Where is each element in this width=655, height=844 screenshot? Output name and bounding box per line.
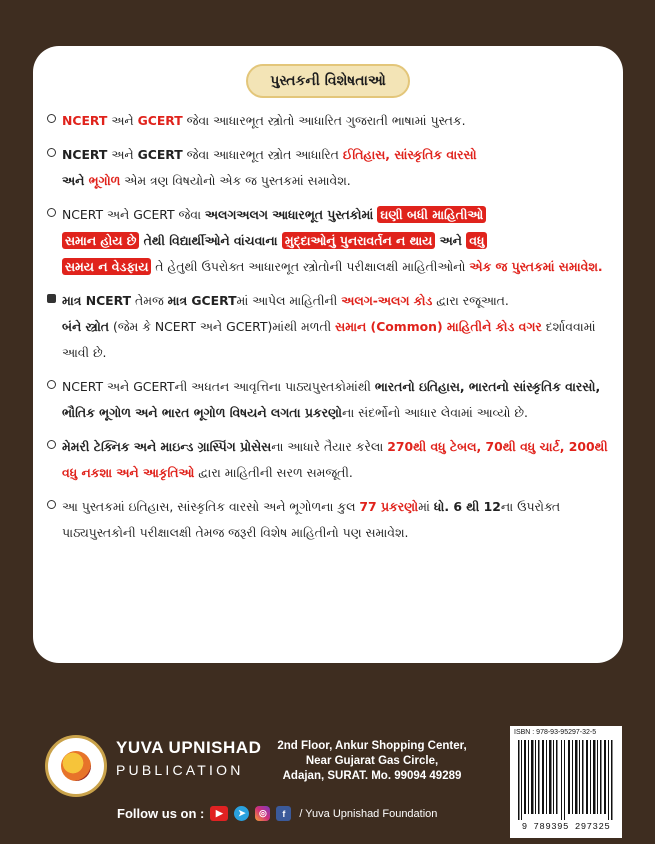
text-plain: NCERT અને GCERT જેવા: [62, 207, 205, 222]
feature-item-6: [47, 434, 609, 486]
text-highlight: એક જ પુસ્તકમાં સમાવેશ.: [469, 259, 603, 274]
text-bold: અલગઅલગ આધારભૂત પુસ્તકોમાં: [204, 207, 374, 222]
bullet-circle-icon: [47, 380, 56, 389]
feature-item-7: [47, 494, 609, 546]
brand-subtitle: PUBLICATION: [116, 762, 244, 778]
brand-name: YUVA UPNISHAD: [116, 738, 262, 757]
text-ncert: NCERT: [62, 113, 108, 128]
text-plain: માં: [418, 499, 434, 514]
section-title: પુસ્તકની વિશેષતાઓ: [246, 64, 410, 98]
text-bold: માત્ર GCERT: [167, 293, 237, 308]
feature-item-4: [47, 288, 609, 366]
text-bold: માત્ર NCERT: [62, 293, 132, 308]
bullet-circle-icon: [47, 208, 56, 217]
publisher-logo: [45, 735, 107, 797]
text-bold: બંને સ્ત્રોત: [62, 319, 110, 334]
address-line-2: Near Gujarat Gas Circle,: [305, 755, 439, 767]
telegram-icon[interactable]: ➤: [234, 806, 249, 821]
text-plain: અને: [107, 113, 138, 128]
text-plain: તેમજ: [131, 293, 168, 308]
text-bold: અને: [435, 233, 467, 248]
social-handle: / Yuva Upnishad Foundation: [299, 807, 438, 820]
isbn-barcode-block: [510, 726, 622, 838]
text-red-box: મુદ્દાઓનું પુનરાવર્તન ન થાય: [282, 232, 435, 249]
text-red-box: ઘણી બધી માહિતીઓ: [377, 206, 486, 223]
feature-item-1: [47, 108, 609, 134]
text-highlight: 77 પ્રકરણો: [359, 499, 419, 514]
barcode-icon: [516, 740, 616, 820]
bullet-circle-icon: [47, 440, 56, 449]
feature-item-3: [47, 202, 609, 280]
text-plain: (જેમ કે NCERT અને GCERT)માંથી મળતી: [109, 319, 336, 334]
youtube-icon[interactable]: ▶: [210, 806, 228, 821]
text-plain: NCERT અને GCERTની અધતન આવૃત્તિના પાઠ્યપુસ્તકોમાંથી: [62, 379, 375, 394]
text-highlight: 270થી વધુ ટેબલ, 70થી વધુ ચાર્ટ, 200થી વધુ નકશા અને આકૃતિઓ: [62, 439, 608, 480]
text-highlight: અલગ-અલગ કોડ: [341, 293, 433, 308]
text-plain: જેવા આધારભૂત સ્ત્રોતો આધારિત ગુજરાતી ભાષામાં પુસ્તક.: [182, 113, 466, 128]
bullet-circle-icon: [47, 500, 56, 509]
text-plain: અને: [107, 147, 138, 162]
follow-label: Follow us on :: [117, 806, 205, 821]
text-bold: મેમરી ટેક્નિક અને માઇન્ડ ગ્રાસ્પિંગ પ્રોસેસ: [62, 439, 272, 454]
text-red-box: સમાન હોય છે: [62, 232, 139, 249]
publisher-brand: [116, 738, 266, 778]
text-plain: તે હેતુથી ઉપરોક્ત આધારભૂત સ્ત્રોતોની પરીક્ષાલક્ષી માહિતીઓનો: [151, 259, 470, 274]
text-bold: અને: [62, 173, 89, 188]
text-highlight: સમાન (Common) માહિતીને કોડ વગર: [335, 319, 542, 334]
address-line-1: 2nd Floor, Ankur Shopping Center,: [277, 740, 467, 752]
text-gcert: GCERT: [137, 147, 183, 162]
text-highlight: ભૂગોળ: [88, 173, 121, 188]
text-plain: આ પુસ્તકમાં ઇતિહાસ, સાંસ્કૃતિક વારસો અને ભૂગોળના કુલ: [62, 499, 360, 514]
text-bold: તેથી વિદ્યાર્થીઓને વાંચવાના: [139, 233, 282, 248]
facebook-icon[interactable]: f: [276, 806, 291, 821]
text-plain: ના સંદર્ભોનો આધાર લેવામાં આવ્યો છે.: [341, 405, 528, 420]
text-highlight: ઈતિહાસ, સાંસ્કૃતિક વારસો: [342, 147, 477, 162]
text-gcert: GCERT: [137, 113, 183, 128]
isbn-text: ISBN : 978-93-95297-32-5: [514, 729, 597, 736]
feature-list: [47, 108, 609, 554]
text-red-box: વધુ: [466, 232, 487, 249]
text-plain: માં આપેલ માહિતીની: [236, 293, 342, 308]
features-card: [33, 46, 623, 663]
address-line-3: Adajan, SURAT. Mo. 99094 49289: [282, 770, 462, 782]
text-plain: દર્શાવવામાં આવી છે.: [62, 319, 596, 360]
text-ncert: NCERT: [62, 147, 108, 162]
text-plain: દ્વારા માહિતીની સરળ સમજૂતી.: [194, 465, 353, 480]
barcode-number: 9 789395 297325: [521, 822, 611, 832]
bullet-circle-icon: [47, 148, 56, 157]
bullet-circle-icon: [47, 114, 56, 123]
publisher-address: [277, 739, 467, 784]
text-plain: ના આધારે તૈયાર કરેલા: [271, 439, 388, 454]
text-bold: ભારતનો ઇતિહાસ, ભારતનો સાંસ્કૃતિક વારસો, ભૌતિક ભૂગોળ અને ભારત ભૂગોળ વિષયને લગતા પ્રકરણો: [62, 379, 601, 420]
instagram-icon[interactable]: ◎: [255, 806, 270, 821]
text-red-box: સમય ન વેડફાય: [62, 258, 151, 275]
social-bar: [117, 806, 437, 821]
text-plain: દ્વારા રજૂઆત.: [432, 293, 509, 308]
feature-item-2: [47, 142, 609, 194]
text-plain: ના ઉપરોક્ત પાઠ્યપુસ્તકોની પરીક્ષાલક્ષી તેમજ જરૂરી વિશેષ માહિતીનો પણ સમાવેશ.: [62, 499, 561, 540]
text-plain: એમ ત્રણ વિષયોનો એક જ પુસ્તકમાં સમાવેશ.: [120, 173, 351, 188]
feature-item-5: [47, 374, 609, 426]
logo-emblem-icon: [61, 751, 91, 781]
bullet-square-icon: [47, 294, 56, 303]
text-plain: જેવા આધારભૂત સ્ત્રોત આધારિત: [182, 147, 343, 162]
text-bold: ધો. 6 થી 12: [433, 499, 501, 514]
